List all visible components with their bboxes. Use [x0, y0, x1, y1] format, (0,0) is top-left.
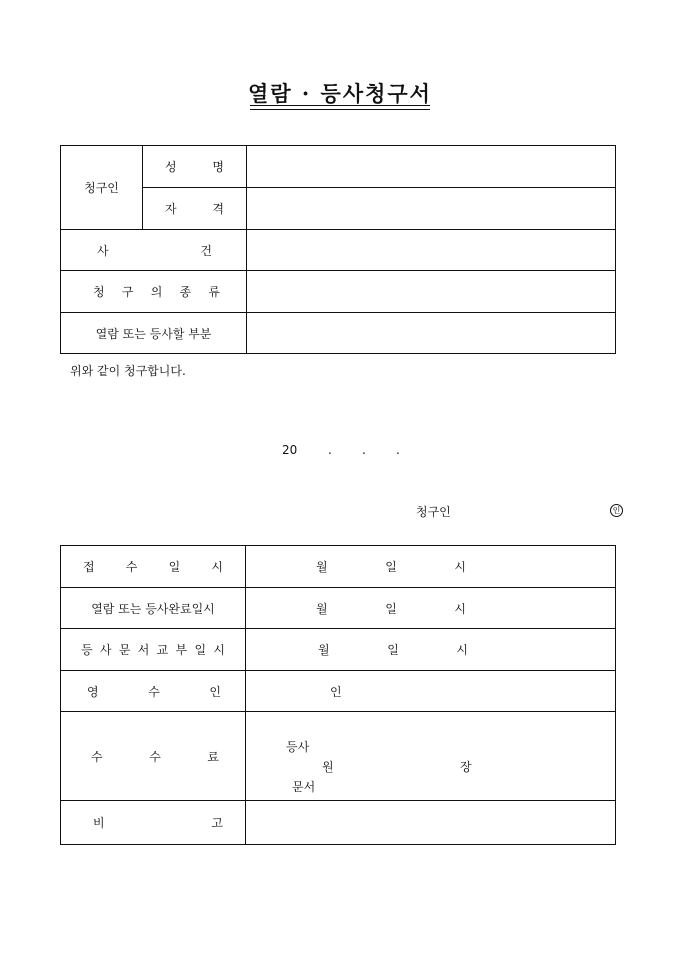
name-label: 성 명: [143, 146, 247, 188]
title-underline: [250, 105, 430, 106]
process-table: [60, 545, 616, 845]
date-line: 20 . . .: [282, 443, 400, 457]
completion-label: 열람 또는 등사완료일시: [61, 588, 246, 629]
delivery-label: 등 사 문 서 교 부 일 시: [61, 629, 246, 671]
document-title: 열람 · 등사청구서: [248, 81, 432, 106]
delivery-value[interactable]: 월 일 시: [246, 629, 616, 671]
receipt-label: 접 수 일 시: [61, 546, 246, 588]
fee-label: 수 수 료: [61, 712, 246, 801]
recipient-value[interactable]: 인: [246, 671, 616, 712]
completion-value[interactable]: 월 일 시: [246, 588, 616, 629]
remarks-label: 비 고: [61, 801, 246, 845]
name-field[interactable]: [247, 146, 616, 188]
qualification-label: 자 격: [143, 188, 247, 230]
part-label: 열람 또는 등사할 부분: [61, 313, 247, 354]
receipt-value[interactable]: 월 일 시: [246, 546, 616, 588]
signature-label: 청구인: [416, 505, 451, 519]
request-type-field[interactable]: [247, 271, 616, 313]
request-table: [60, 145, 616, 354]
part-field[interactable]: [247, 313, 616, 354]
remarks-field[interactable]: [246, 801, 616, 845]
request-type-label: 청 구 의 종 류: [61, 271, 247, 313]
recipient-label: 영 수 인: [61, 671, 246, 712]
statement: 위와 같이 청구합니다.: [70, 364, 186, 378]
title-underline-2: [250, 109, 430, 110]
case-field[interactable]: [247, 230, 616, 271]
seal-mark: 인: [610, 504, 623, 517]
qualification-field[interactable]: [247, 188, 616, 230]
fee-value[interactable]: 등사 원 장 문서: [246, 712, 616, 801]
claimant-label: 청구인: [61, 146, 143, 230]
case-label: 사 건: [61, 230, 247, 271]
